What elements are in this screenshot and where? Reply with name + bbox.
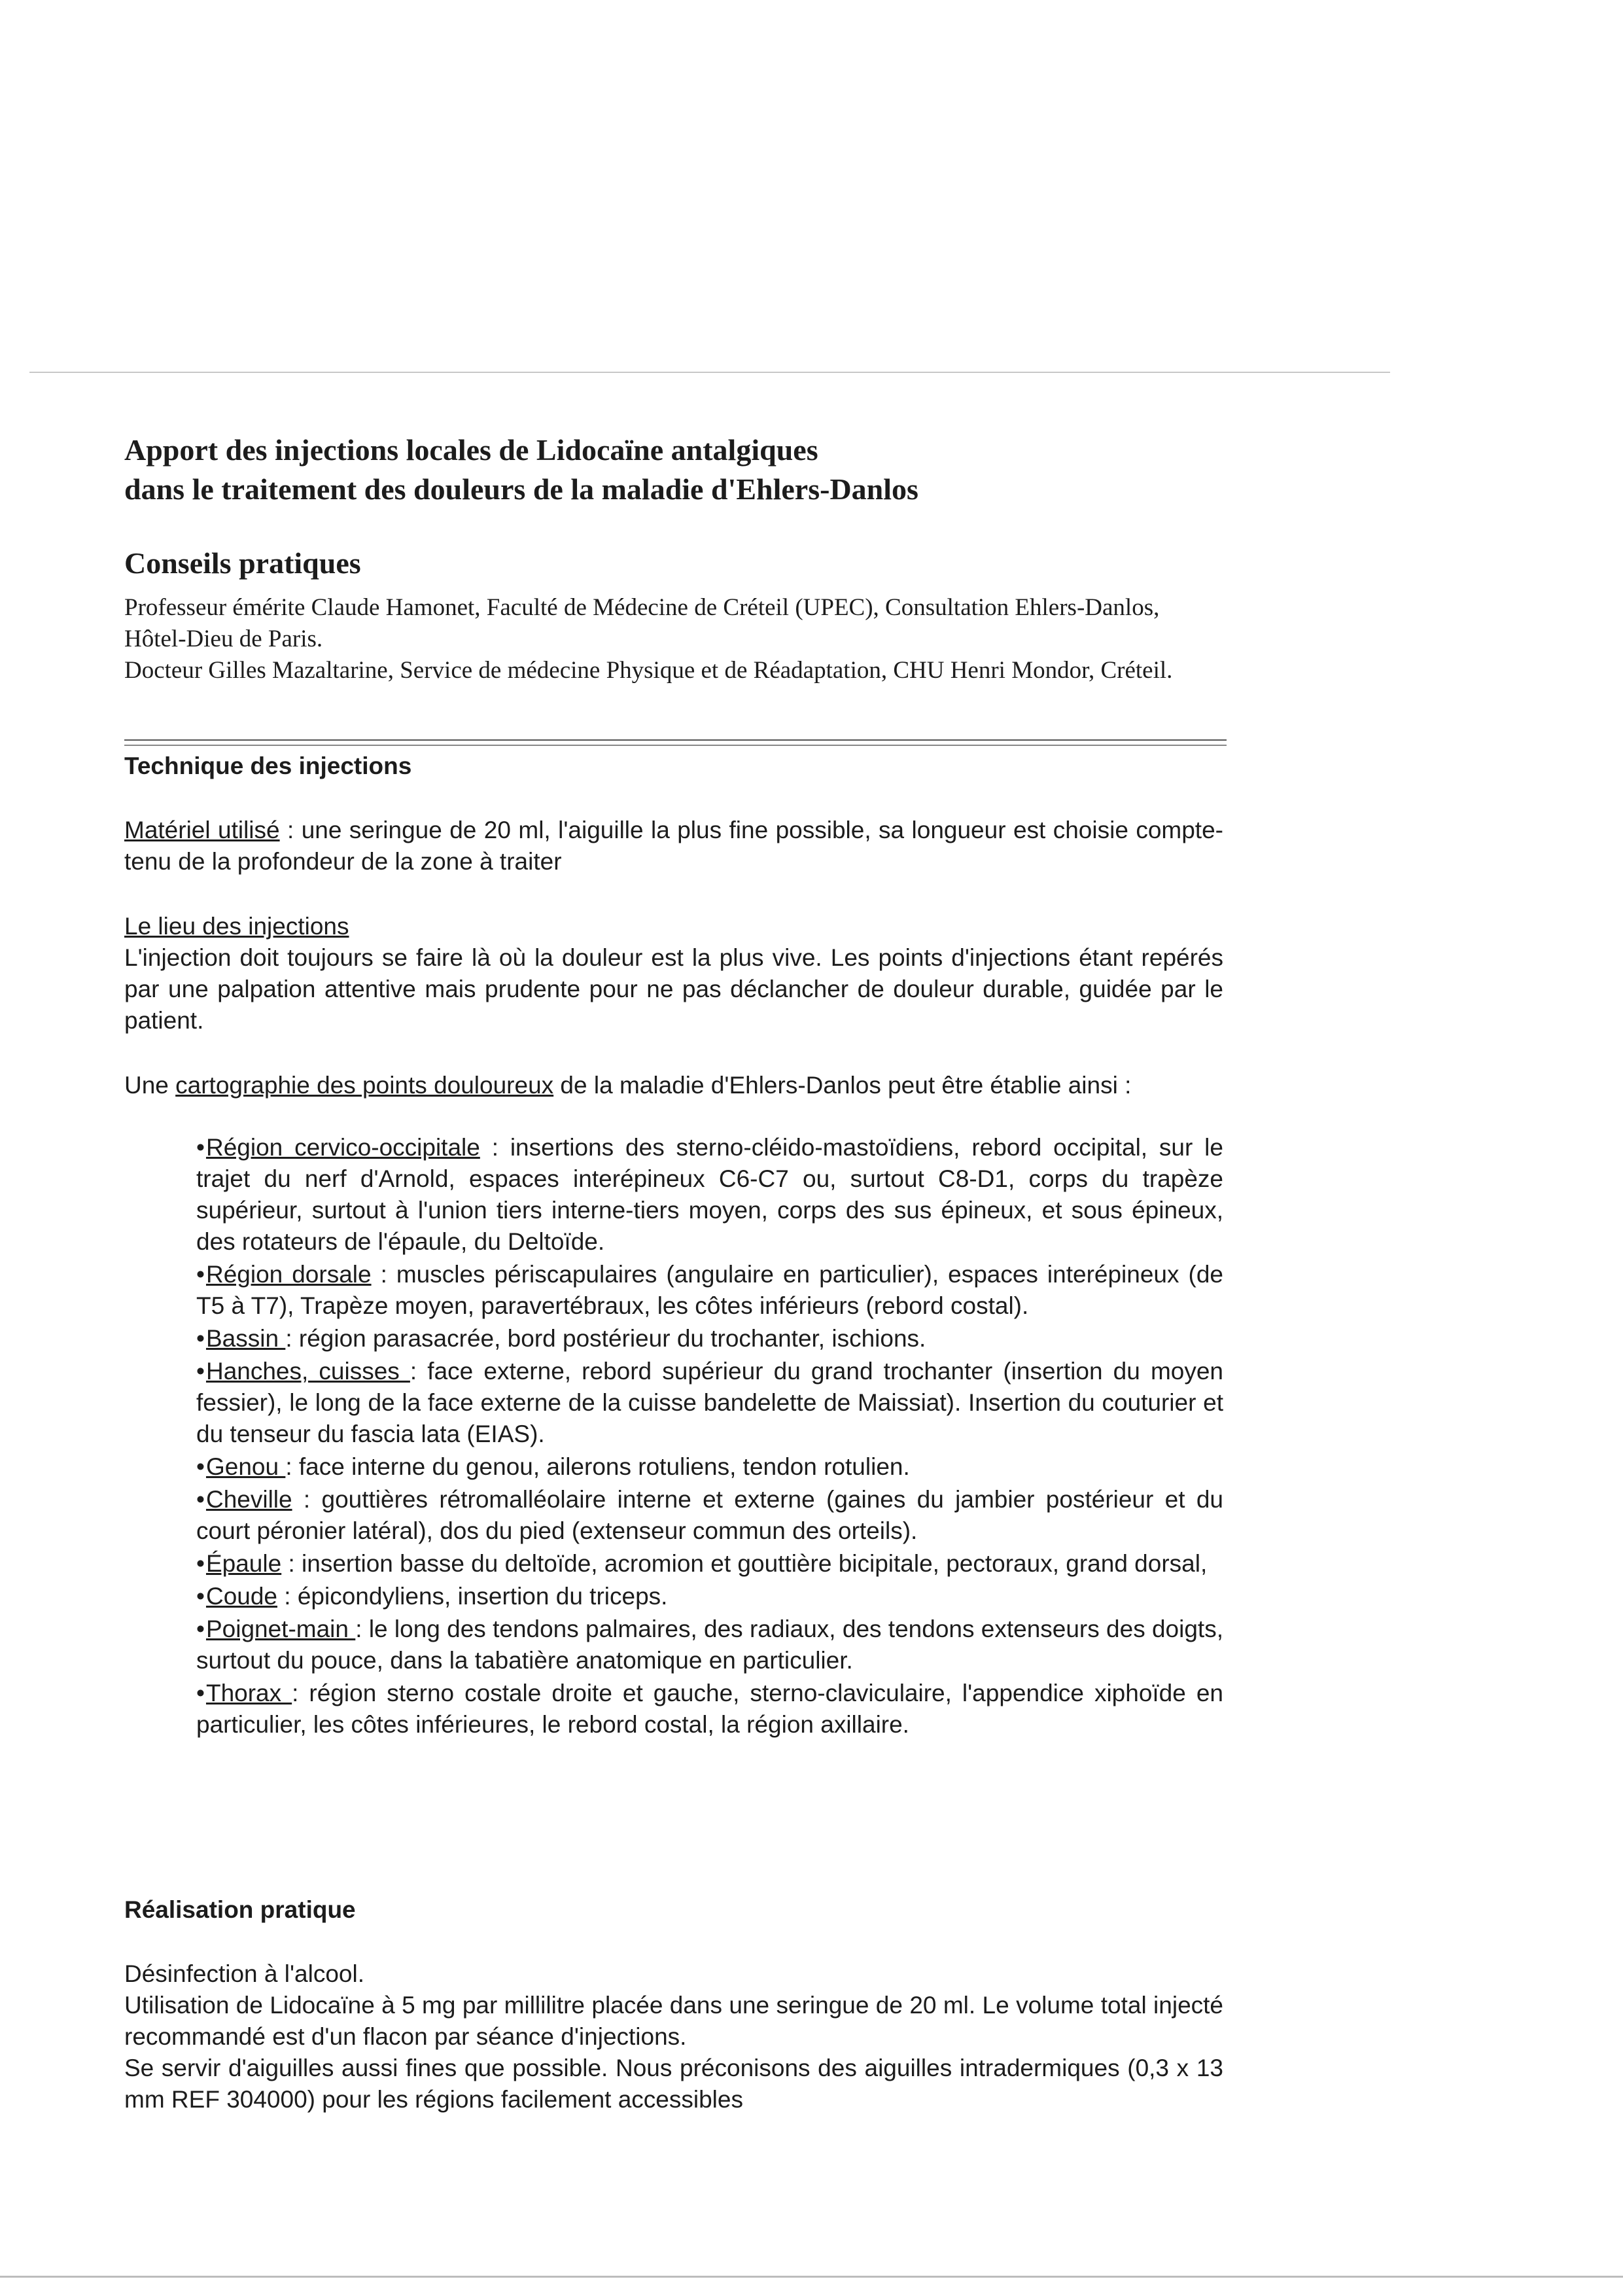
bullet-icon: • [196,1325,205,1352]
region-label: Bassin [205,1325,286,1352]
region-text: : région parasacrée, bord postérieur du trochanter, ischions. [285,1325,926,1352]
region-text: : insertion basse du deltoïde, acromion et gouttière bicipitale, pectoraux, grand dorsal, [281,1550,1208,1577]
region-label: Genou [205,1453,286,1480]
double-divider [124,739,1227,746]
carto-pre: Une [124,1072,176,1099]
region-label: Région dorsale [205,1261,372,1288]
list-item [196,1451,1223,1483]
list-item [196,1614,1223,1676]
regions-list [196,1132,1223,1742]
region-text: : épicondyliens, insertion du triceps. [277,1583,668,1610]
author-1: Professeur émérite Claude Hamonet, Faculté de Médecine de Créteil (UPEC), Consultation Ehlers-Danlos, Hôtel-Dieu de Paris. [124,594,1160,652]
region-text: : le long des tendons palmaires, des radiaux, des tendons extenseurs des doigts, surtout du pouce, dans la tabatière anatomique en particulier. [196,1616,1223,1674]
bullet-icon: • [196,1550,205,1577]
bullet-icon: • [196,1453,205,1480]
section-heading-realisation: Réalisation pratique [124,1896,356,1923]
list-item [196,1581,1223,1612]
author-2: Docteur Gilles Mazaltarine, Service de médecine Physique et de Réadaptation, CHU Henri Mondor, Créteil. [124,657,1173,684]
list-item [196,1323,1223,1354]
realisation-line-3: Se servir d'aiguilles aussi fines que possible. Nous préconisons des aiguilles intradermiques (0,3 x 13 mm REF 304000) pour les régions facilement accessibles [124,2055,1223,2113]
cartographie-paragraph [124,1070,1223,1101]
lieu-heading: Le lieu des injections [124,913,349,940]
bullet-icon: • [196,1134,205,1161]
bullet-icon: • [196,1616,205,1642]
scan-edge-line-top [29,372,1390,373]
bullet-icon: • [196,1680,205,1706]
document-title [124,431,1367,509]
materiel-text: : une seringue de 20 ml, l'aiguille la plus fine possible, sa longueur est choisie compte-tenu de la profondeur de la zone à traiter [124,817,1223,875]
list-item [196,1678,1223,1740]
materiel-paragraph [124,815,1223,877]
title-line-1: Apport des injections locales de Lidocaïne antalgiques [124,433,818,467]
bullet-icon: • [196,1583,205,1610]
region-label: Cheville [205,1486,292,1513]
list-item [196,1259,1223,1322]
region-label: Épaule [205,1550,282,1577]
region-label: Thorax [205,1680,292,1706]
carto-underlined: cartographie des points douloureux [175,1072,554,1099]
bullet-icon: • [196,1358,205,1385]
list-item [196,1132,1223,1258]
region-text: : insertions des sterno-cléido-mastoïdiens, rebord occipital, sur le trajet du nerf d'Arnold, espaces interépineux C6-C7 ou, surtout C8-D1, corps du trapèze supérieur, surtout à l'union tiers interne-tiers moyen, corps des sus épineux, et sous épineux, des rotateurs de l'épaule, du Deltoïde. [196,1134,1223,1255]
region-label: Région cervico-occipitale [205,1134,480,1161]
authors-block [124,592,1223,686]
region-label: Poignet-main [205,1616,356,1642]
region-label: Coude [205,1583,277,1610]
subtitle: Conseils pratiques [124,546,361,580]
bullet-icon: • [196,1261,205,1288]
materiel-label: Matériel utilisé [124,817,280,843]
list-item [196,1484,1223,1547]
realisation-line-2: Utilisation de Lidocaïne à 5 mg par millilitre placée dans une seringue de 20 ml. Le volume total injecté recommandé est d'un flacon par séance d'injections. [124,1992,1223,2050]
bullet-icon: • [196,1486,205,1513]
region-text: : face externe, rebord supérieur du grand trochanter (insertion du moyen fessier), le long de la face externe de la cuisse bandelette de Maissiat). Insertion du couturier et du tenseur du fascia lata (EIAS). [196,1358,1223,1447]
region-text: : face interne du genou, ailerons rotuliens, tendon rotulien. [285,1453,910,1480]
title-line-2: dans le traitement des douleurs de la maladie d'Ehlers-Danlos [124,472,918,506]
region-text: : gouttières rétromalléolaire interne et externe (gaines du jambier postérieur et du court péronier latéral), dos du pied (extenseur commun des orteils). [196,1486,1223,1544]
realisation-line-1: Désinfection à l'alcool. [124,1960,364,1987]
list-item [196,1356,1223,1450]
section-heading-technique: Technique des injections [124,752,412,779]
region-label: Hanches, cuisses [205,1358,410,1385]
region-text: : muscles périscapulaires (angulaire en particulier), espaces interépineux (de T5 à T7), Trapèze moyen, paravertébraux, les côtes inférieurs (rebord costal). [196,1261,1223,1319]
lieu-text: L'injection doit toujours se faire là où la douleur est la plus vive. Les points d'injections étant repérés par une palpation attentive mais prudente pour ne pas déclancher de douleur durable, guidée par le patient. [124,944,1223,1034]
lieu-paragraph [124,911,1223,1036]
carto-post: de la maladie d'Ehlers-Danlos peut être établie ainsi : [553,1072,1132,1099]
region-text: : région sterno costale droite et gauche, sterno-claviculaire, l'appendice xiphoïde en particulier, les côtes inférieures, le rebord costal, la région axillaire. [196,1680,1224,1738]
scan-edge-line-bottom [0,2276,1623,2278]
realisation-paragraph [124,1958,1223,2115]
list-item [196,1548,1223,1580]
